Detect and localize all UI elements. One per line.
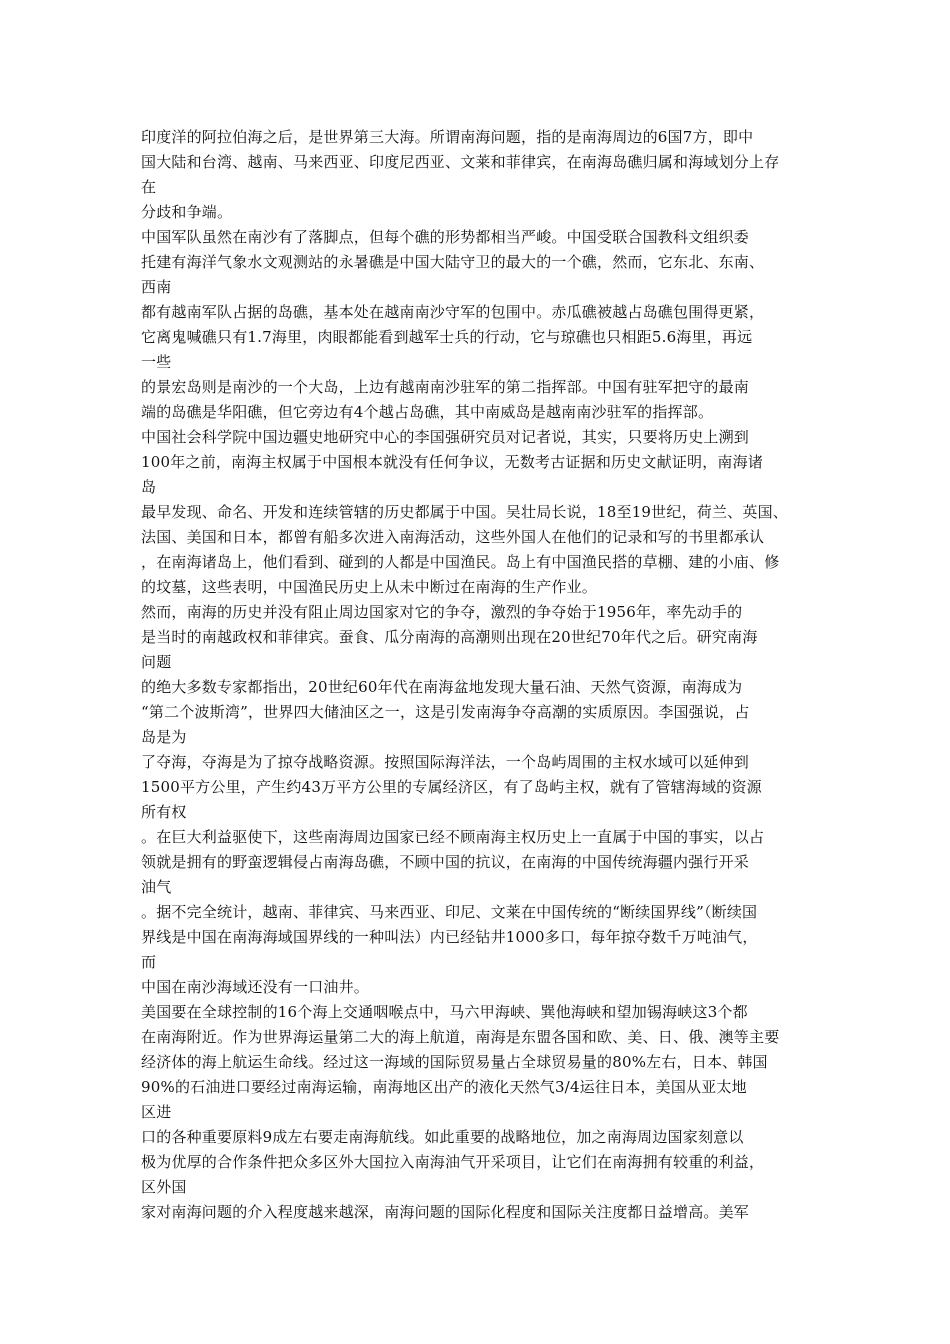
text-line: 都有越南军队占据的岛礁，基本处在越南南沙守军的包围中。赤瓜礁被越占岛礁包围得更紧， xyxy=(141,303,765,321)
text-line: ，在南海诸岛上，他们看到、碰到的人都是中国渔民。岛上有中国渔民搭的草棚、建的小庙、修 xyxy=(141,553,780,571)
text-line: 90%的石油进口要经过南海运输，南海地区出产的液化天然气3/4运往日本，美国从亚太地 xyxy=(141,1078,747,1096)
text-line: 西南 xyxy=(141,278,172,296)
text-line: 界线是中国在南海海域国界线的一种叫法）内已经钻井1000多口，每年掠夺数千万吨油气， xyxy=(141,928,758,946)
text-line: 法国、美国和日本，都曾有船多次进入南海活动，这些外国人在他们的记录和写的书里都承认 xyxy=(141,528,765,546)
text-line: 油气 xyxy=(141,878,172,896)
text-line: 美国要在全球控制的16个海上交通咽喉点中，马六甲海峡、巽他海峡和望加锡海峡这3个都 xyxy=(141,1003,748,1021)
text-line: 一些 xyxy=(141,353,172,371)
text-line: 领就是拥有的野蛮逻辑侵占南海岛礁，不顾中国的抗议，在南海的中国传统海疆内强行开采 xyxy=(141,853,750,871)
text-line: 区进 xyxy=(141,1103,172,1121)
text-line: 经济体的海上航运生命线。经过这一海域的国际贸易量占全球贸易量的80%左右，日本、韩国 xyxy=(141,1053,768,1071)
text-line: 它离鬼喊礁只有1.7海里，肉眼都能看到越军士兵的行动，它与琼礁也只相距5.6海里，再远 xyxy=(141,328,753,346)
text-line: 印度洋的阿拉伯海之后，是世界第三大海。所谓南海问题，指的是南海周边的6国7方，即中 xyxy=(141,128,754,146)
text-line: 口的各种重要原料9成左右要走南海航线。如此重要的战略地位，加之南海周边国家刻意以 xyxy=(141,1128,744,1146)
text-line: 100年之前，南海主权属于中国根本就没有任何争议，无数考古证据和历史文献证明，南海诸 xyxy=(141,453,764,471)
text-line: 在南海附近。作为世界海运量第二大的海上航道，南海是东盟各国和欧、美、日、俄、澳等主要 xyxy=(141,1028,780,1046)
text-line: 端的岛礁是华阳礁，但它旁边有4个越占岛礁，其中南威岛是越南南沙驻军的指挥部。 xyxy=(141,403,714,421)
text-line: 了夺海，夺海是为了掠夺战略资源。按照国际海洋法，一个岛屿周围的主权水域可以延伸到 xyxy=(141,753,750,771)
text-line: 托建有海洋气象水文观测站的永暑礁是中国大陆守卫的最大的一个礁，然而，它东北、东南、 xyxy=(141,253,765,271)
text-line: 是当时的南越政权和菲律宾。蚕食、瓜分南海的高潮则出现在20世纪70年代之后。研究南海 xyxy=(141,628,758,646)
text-line: 然而，南海的历史并没有阻止周边国家对它的争夺，激烈的争夺始于1956年，率先动手的 xyxy=(141,603,743,621)
text-line: 中国军队虽然在南沙有了落脚点，但每个礁的形势都相当严峻。中国受联合国教科文组织委 xyxy=(141,228,750,246)
text-line: 。据不完全统计，越南、菲律宾、马来西亚、印尼、文莱在中国传统的“断续国界线”（断续国 xyxy=(141,903,758,921)
text-line: 的坟墓，这些表明，中国渔民历史上从未中断过在南海的生产作业。 xyxy=(141,578,598,596)
text-line: 问题 xyxy=(141,653,172,671)
text-line: 1500平方公里，产生约43万平方公里的专属经济区，有了岛屿主权，就有了管辖海域的资源 xyxy=(141,778,762,796)
text-line: 而 xyxy=(141,953,157,971)
text-line: 国大陆和台湾、越南、马来西亚、印度尼西亚、文莱和菲律宾，在南海岛礁归属和海域划分上存 xyxy=(141,153,780,171)
text-line: 区外国 xyxy=(141,1178,187,1196)
text-line: 所有权 xyxy=(141,803,187,821)
text-line: 分歧和争端。 xyxy=(141,203,233,221)
text-line: 的绝大多数专家都指出，20世纪60年代在南海盆地发现大量石油、天然气资源，南海成为 xyxy=(141,678,743,696)
text-line: “第二个波斯湾”，世界四大储油区之一，这是引发南海争夺高潮的实质原因。李国强说，占 xyxy=(141,703,750,721)
text-line: 岛 xyxy=(141,478,157,496)
text-line: 。在巨大利益驱使下，这些南海周边国家已经不顾南海主权历史上一直属于中国的事实，以占 xyxy=(141,828,765,846)
text-line: 在 xyxy=(141,178,157,196)
article-body xyxy=(141,125,831,1225)
text-line: 极为优厚的合作条件把众多区外大国拉入南海油气开采项目，让它们在南海拥有较重的利益， xyxy=(141,1153,765,1171)
text-line: 中国社会科学院中国边疆史地研究中心的李国强研究员对记者说，其实，只要将历史上溯到 xyxy=(141,428,750,446)
text-line: 的景宏岛则是南沙的一个大岛，上边有越南南沙驻军的第二指挥部。中国有驻军把守的最南 xyxy=(141,378,750,396)
text-line: 中国在南沙海域还没有一口油井。 xyxy=(141,978,370,996)
text-line: 岛是为 xyxy=(141,728,187,746)
text-line: 最早发现、命名、开发和连续管辖的历史都属于中国。吴壮局长说，18至19世纪，荷兰、英国、 xyxy=(141,503,788,521)
text-line: 家对南海问题的介入程度越来越深，南海问题的国际化程度和国际关注度都日益增高。美军 xyxy=(141,1203,750,1221)
